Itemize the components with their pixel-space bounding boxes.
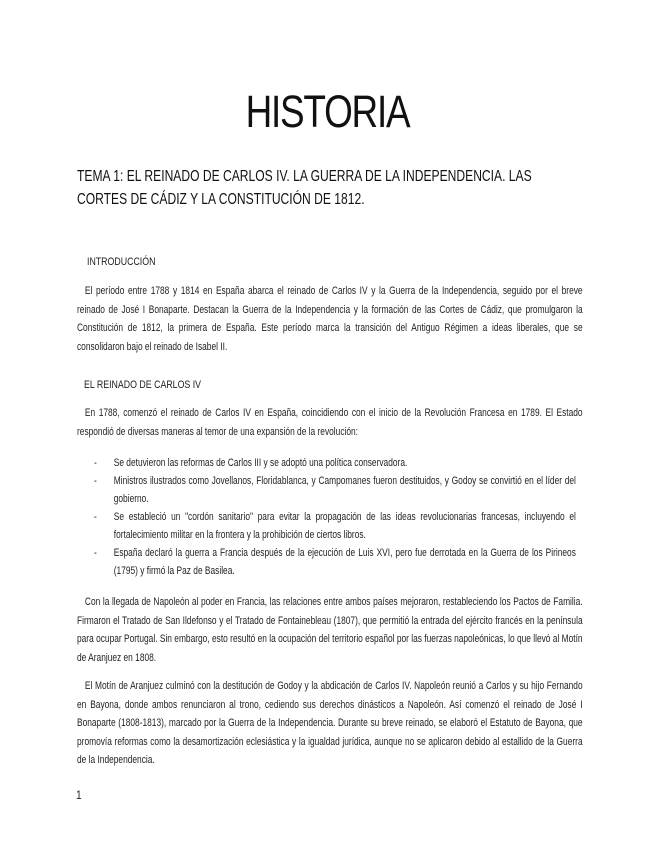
page-number: 1 <box>76 788 82 802</box>
list-item <box>94 508 576 544</box>
list-item-text: Se estableció un "cordón sanitario" para evitar la propagación de las ideas revolucionarias francesas, incluyendo el fortalecimiento militar en la frontera y la prohibición de ciertos libros. <box>113 511 576 541</box>
intro-heading: INTRODUCCIÓN <box>87 256 156 268</box>
bullet-marker: - <box>94 547 97 559</box>
section-paragraph-3 <box>77 677 583 770</box>
bullet-list <box>94 454 576 580</box>
bullet-marker: - <box>94 457 97 469</box>
intro-paragraph <box>77 282 583 356</box>
section-paragraph-3-text: El Motín de Aranjuez culminó con la destitución de Godoy y la abdicación de Carlos IV. Napoleón reunió a Carlos y su hijo Fernando en Bayona, donde ambos renunciaron al trono, cediendo sus derechos dinásticos a Napoleón. Así comenzó el reinado de José I Bonaparte (1808-1813), marcado por la Guerra de la Independencia. Durante su breve reinado, se elaboró el Estatuto de Bayona, que promovía reformas como la desamortización eclesiástica y la igualdad jurídica, aunque no se aplicaron debido al estallido de la Guerra de la Independencia. <box>77 680 583 766</box>
section-paragraph-1 <box>77 404 583 441</box>
bullet-marker: - <box>94 475 97 487</box>
list-item-text: Se detuvieron las reformas de Carlos III y se adoptó una política conservadora. <box>113 457 408 469</box>
list-item <box>94 472 576 508</box>
list-item <box>94 454 576 472</box>
bullet-marker: - <box>94 511 97 523</box>
list-item-text: Ministros ilustrados como Jovellanos, Floridablanca, y Campomanes fueron destituidos, y Godoy se convirtió en el líder del gobierno. <box>113 475 576 505</box>
document-title: HISTORIA <box>245 86 410 137</box>
section-paragraph-2 <box>77 593 583 667</box>
list-item-text: España declaró la guerra a Francia después de la ejecución de Luis XVI, pero fue derrotada en la Guerra de los Pirineos (1795) y firmó la Paz de Basilea. <box>113 547 576 577</box>
section-paragraph-2-text: Con la llegada de Napoleón al poder en Francia, las relaciones entre ambos países mejoraron, restableciendo los Pactos de Familia. Firmaron el Tratado de San Ildefonso y el Tratado de Fontainebleau (1807), que permitió la entrada del ejército francés en la península para ocupar Portugal. Sin embargo, esto resultó en la ocupación del territorio español por las fuerzas napoleónicas, lo que llevó al Motín de Aranjuez en 1808. <box>77 596 583 664</box>
section-heading-carlos-iv: EL REINADO DE CARLOS IV <box>84 379 202 391</box>
section-paragraph-1-text: En 1788, comenzó el reinado de Carlos IV en España, coincidiendo con el inicio de la Revolución Francesa en 1789. El Estado respondió de diversas maneras al temor de una expansión de la revolución: <box>77 407 583 438</box>
topic-heading: TEMA 1: EL REINADO DE CARLOS IV. LA GUERRA DE LA INDEPENDENCIA. LAS CORTES DE CÁDIZ Y LA CONSTITUCIÓN DE 1812. <box>77 168 532 208</box>
intro-paragraph-text: El período entre 1788 y 1814 en España abarca el reinado de Carlos IV y la Guerra de la Independencia, seguido por el breve reinado de José I Bonaparte. Destacan la Guerra de la Independencia y la formación de las Cortes de Cádiz, que promulgaron la Constitución de 1812, la primera de España. Este período marca la transición del Antiguo Régimen a ideas liberales, que se consolidaron bajo el reinado de Isabel II. <box>77 285 583 353</box>
list-item <box>94 544 576 580</box>
